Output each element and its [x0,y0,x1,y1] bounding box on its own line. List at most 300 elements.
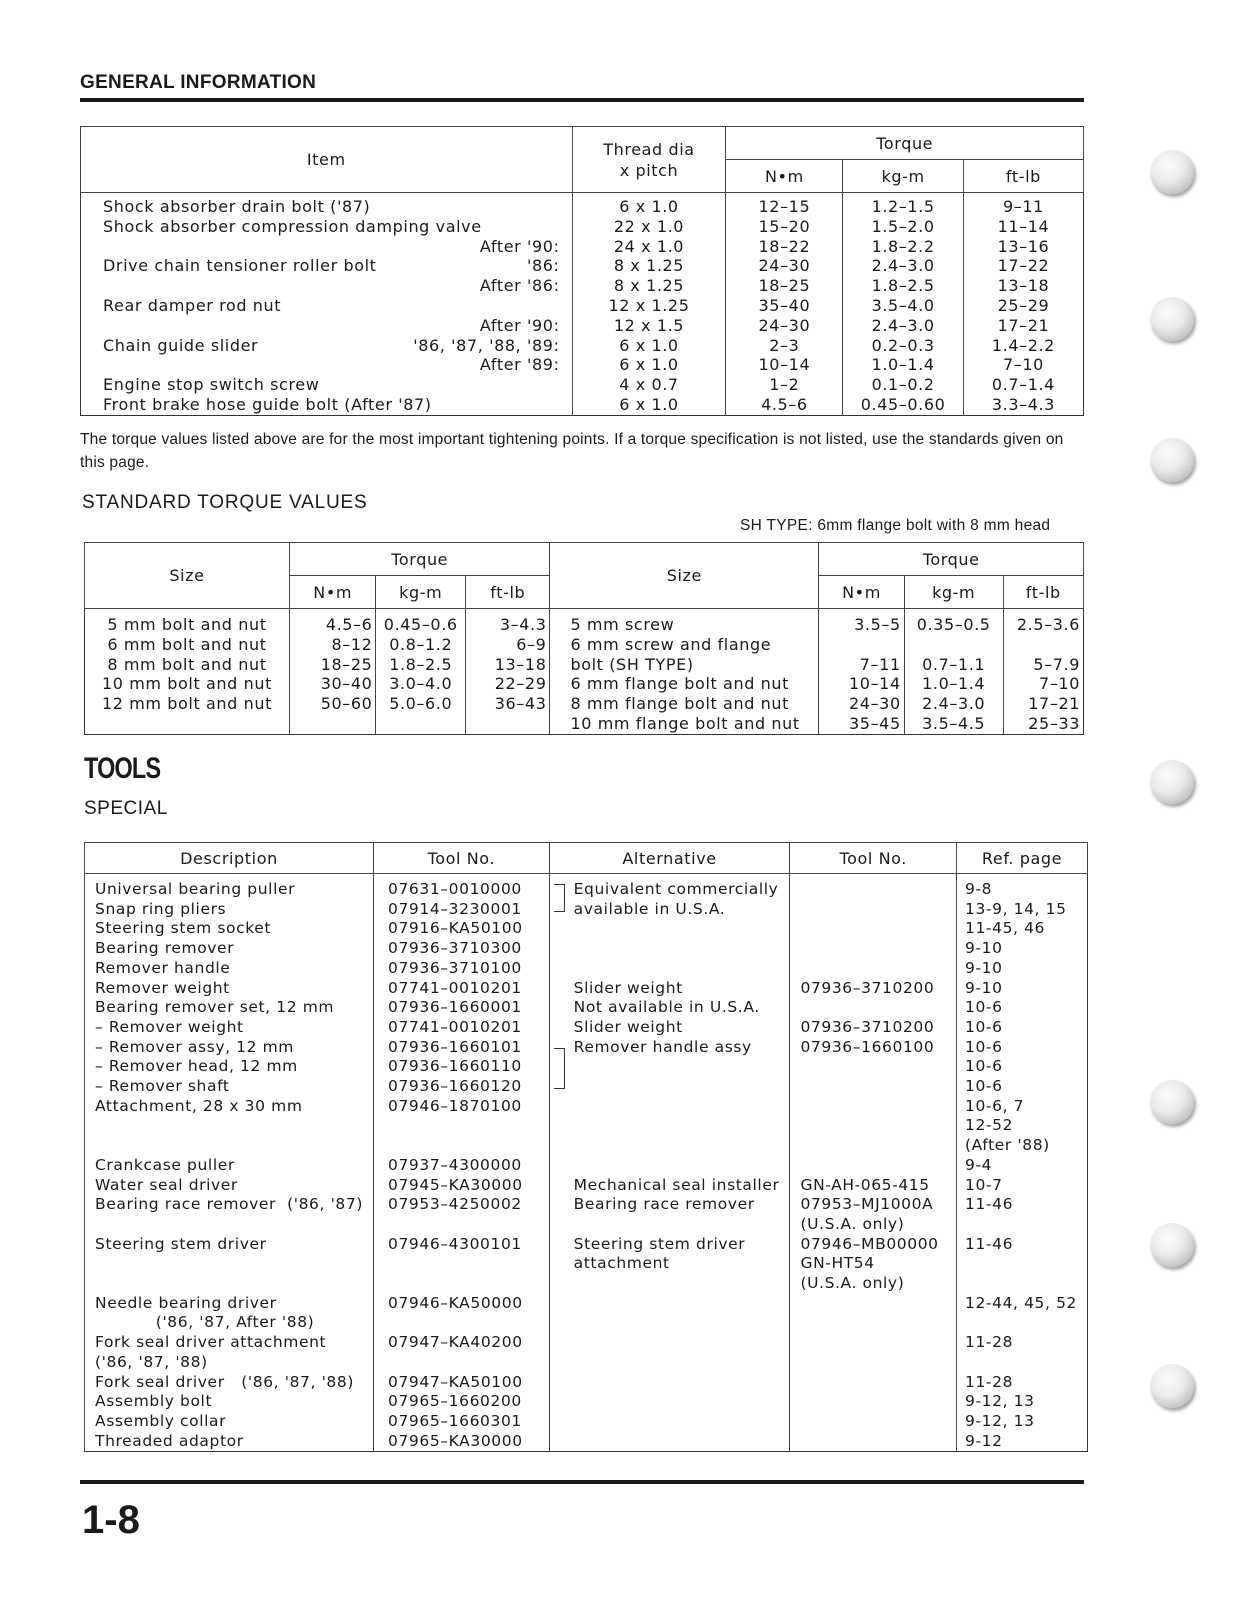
alt-tool-no-cell [790,1018,957,1038]
binder-hole [1150,1364,1194,1408]
torque-table [80,126,1084,416]
item-cell [81,256,573,276]
size-cell: 10 mm flange bolt and nut [550,714,819,734]
description-cell [85,1038,374,1058]
description-cell [85,1333,374,1372]
ref-page-cell [957,1097,1088,1156]
size-cell: 6 mm screw and flange [550,635,819,655]
kgm-cell: 1.0–1.4 [904,674,1003,694]
ref-page-text: 10-6 [965,1037,1003,1056]
ref-page-text: 12-52 [965,1116,1014,1135]
kgm-cell: 1.2–1.5 [843,193,964,217]
tool-no-text: 07965–KA30000 [388,1431,523,1450]
sh-type-note: SH TYPE: 6mm flange bolt with 8 mm head [740,517,1051,534]
tool-no-text: 07631–0010000 [388,880,522,898]
special-subtitle: SPECIAL [84,798,168,819]
table-row [85,714,1084,734]
alternative-cell [549,1057,790,1077]
item-cell [81,355,573,375]
kgm-header: kg-m [843,160,964,193]
size-cell [85,714,290,734]
thread-cell: 8 x 1.25 [572,276,726,296]
alternative-cell [549,1235,790,1294]
ref-page-text: 11-46 [965,1234,1014,1253]
tool-no-text: 07741–0010201 [388,978,522,997]
torque-header-right: Torque [819,543,1084,576]
size-header-left: Size [85,543,290,609]
alt-tool-no-cell [790,1235,957,1294]
table-row [81,355,1084,375]
ref-page-text: 9-4 [965,1155,993,1174]
description-text: ('86, '87, After '88) [95,1313,315,1332]
ftlb-cell: 36–43 [466,694,550,714]
tool-no-header: Tool No. [374,843,550,874]
description-text: – Remover assy, 12 mm [95,1037,295,1056]
table-row [85,1097,1088,1156]
kgm-cell: 0.45–0.60 [843,395,964,415]
alt-tool-no-text: (U.S.A. only) [800,1214,905,1233]
table-row [81,193,1084,217]
nm-header-left: N•m [289,576,376,609]
tool-no-text: 07946–KA50000 [388,1293,523,1312]
torque-header: Torque [726,127,1084,160]
ref-page-text: 9-10 [965,939,1003,958]
thread-cell: 22 x 1.0 [572,217,726,237]
tool-no-cell [374,1412,550,1432]
item-name: Shock absorber drain bolt ('87) [103,197,371,216]
alt-tool-no-cell [790,1057,957,1077]
item-cell [81,237,573,257]
description-text: Needle bearing driver [95,1293,277,1312]
tool-no-text: 07965–1660301 [388,1411,522,1430]
table-row [85,1333,1088,1372]
ref-page-text: 11-28 [965,1333,1014,1352]
item-year: '86: [527,256,560,276]
ref-page-text: 11-28 [965,1372,1014,1391]
ref-page-cell [957,1195,1088,1234]
bracket-line [554,1077,565,1089]
alternative-cell [549,998,790,1018]
alt-tool-no-cell [790,1412,957,1432]
alternative-text: Not available in U.S.A. [573,998,760,1017]
table-row [81,336,1084,356]
tool-no-cell [374,900,550,920]
nm-cell: 24–30 [819,694,904,714]
table-row [85,1392,1088,1412]
alt-tool-no-cell [790,874,957,900]
header-rule [80,98,1084,102]
tool-no-cell [374,1392,550,1412]
alternative-cell [549,1195,790,1234]
section-title: GENERAL INFORMATION [80,72,317,93]
thread-cell: 6 x 1.0 [572,355,726,375]
description-cell [85,1097,374,1156]
ref-page-cell [957,874,1088,900]
description-text: Fork seal driver attachment [95,1333,327,1352]
description-cell [85,1018,374,1038]
item-cell [81,395,573,415]
alt-tool-no-cell [790,1294,957,1333]
ftlb-cell: 0.7–1.4 [963,375,1083,395]
description-text: Attachment, 28 x 30 mm [95,1096,303,1115]
description-text: – Remover weight [95,1017,244,1036]
ftlb-cell: 17–21 [1003,694,1083,714]
table-row [81,217,1084,237]
alt-tool-no-cell [790,900,957,920]
item-cell [81,193,573,217]
alt-tool-no-cell [790,959,957,979]
description-text: Threaded adaptor [95,1431,244,1450]
torque-note: The torque values listed above are for the most important tightening points. If a torque specification is not listed, use the standards given on this page. [80,431,1064,471]
tool-no-cell [374,1195,550,1234]
item-cell [81,316,573,336]
bracket-line [554,900,565,912]
tool-no-text: 07936–3710100 [388,958,522,977]
table-row [85,959,1088,979]
ref-page-cell [957,1077,1088,1097]
nm-cell: 18–25 [289,655,376,675]
size-cell: bolt (SH TYPE) [550,655,819,675]
table-row [85,1432,1088,1452]
binder-hole [1150,1080,1194,1124]
special-tools-table [84,842,1088,1452]
description-cell [85,1156,374,1176]
tool-no-text: 07936–1660110 [388,1057,522,1076]
tool-no-cell [374,1432,550,1452]
kgm-cell: 3.0–4.0 [376,674,466,694]
tool-no-text: 07945–KA30000 [388,1175,523,1194]
alternative-cell [549,979,790,999]
description-cell [85,900,374,920]
description-cell [85,1294,374,1333]
table-row [85,1195,1088,1234]
thread-cell: 6 x 1.0 [572,336,726,356]
alt-tool-no-text: GN-AH-065-415 [800,1175,930,1194]
tool-no-text: 07916–KA50100 [388,919,523,938]
ref-page-cell [957,1333,1088,1372]
nm-cell: 15–20 [726,217,843,237]
ftlb-cell: 11–14 [963,217,1083,237]
nm-cell: 24–30 [726,316,843,336]
alternative-cell [549,1432,790,1452]
alternative-cell [549,1097,790,1156]
thread-cell: 24 x 1.0 [572,237,726,257]
binder-hole [1150,1223,1194,1267]
alternative-cell [549,1176,790,1196]
description-text: Snap ring pliers [95,899,227,918]
nm-cell [289,714,376,734]
ref-page-cell [957,998,1088,1018]
kgm-cell: 3.5–4.5 [904,714,1003,734]
nm-cell: 8–12 [289,635,376,655]
ftlb-cell [466,714,550,734]
tool-no-text: 07914–3230001 [388,899,522,918]
alt-tool-no-text: 07936–3710200 [800,1017,935,1036]
description-cell [85,998,374,1018]
item-name: Shock absorber compression damping valve [103,216,482,236]
alt-tool-no-cell [790,1038,957,1058]
table-row [85,674,1084,694]
nm-cell: 3.5–5 [819,609,904,635]
thread-cell: 6 x 1.0 [572,193,726,217]
ftlb-cell: 22–29 [466,674,550,694]
table-row [81,276,1084,296]
nm-cell: 2–3 [726,336,843,356]
table-row [81,375,1084,395]
tool-no-text: 07936–1660120 [388,1077,522,1096]
ftlb-cell: 6–9 [466,635,550,655]
ref-page-text: 9-10 [965,978,1003,997]
alt-tool-no-cell [790,1077,957,1097]
alternative-text: available in U.S.A. [573,899,726,918]
kgm-cell: 1.5–2.0 [843,217,964,237]
alternative-cell [549,1333,790,1372]
ftlb-cell: 17–22 [963,256,1083,276]
alt-tool-no-cell [790,939,957,959]
description-cell [85,939,374,959]
alt-tool-no-text: 07936–1660100 [800,1037,935,1056]
torque-header-left: Torque [289,543,550,576]
ref-page-text: 9-12 [965,1431,1003,1450]
tool-no-cell [374,1038,550,1058]
description-text: Bearing race remover ('86, '87) [95,1195,363,1214]
description-text: – Remover shaft [95,1077,230,1096]
nm-cell: 12–15 [726,193,843,217]
alt-tool-no-text: (U.S.A. only) [800,1274,905,1293]
page-number: 1-8 [82,1498,140,1542]
kgm-cell: 0.35–0.5 [904,609,1003,635]
tool-no-text: 07946–4300101 [388,1234,522,1253]
ref-page-text: 9-12, 13 [965,1392,1035,1411]
description-text: ('86, '87, '88) [95,1352,208,1371]
description-text: Fork seal driver ('86, '87, '88) [95,1372,354,1391]
kgm-cell: 0.7–1.1 [904,655,1003,675]
item-cell [81,336,573,356]
ref-page-cell [957,1018,1088,1038]
tool-no-cell [374,998,550,1018]
ref-page-text: 9-8 [965,880,993,898]
table-row [85,1156,1088,1176]
description-text: Bearing remover [95,939,235,958]
nm-cell: 18–25 [726,276,843,296]
alternative-cell [549,1373,790,1393]
nm-cell: 35–45 [819,714,904,734]
kgm-cell: 5.0–6.0 [376,694,466,714]
alternative-text: Slider weight [573,978,683,997]
ref-page-cell [957,900,1088,920]
description-text: Bearing remover set, 12 mm [95,998,335,1017]
description-text: Steering stem socket [95,919,272,938]
kgm-cell [904,635,1003,655]
tool-no-cell [374,1156,550,1176]
table-row [85,1235,1088,1294]
ref-page-text: 9-10 [965,958,1003,977]
tool-no-text: 07947–KA50100 [388,1372,523,1391]
alternative-cell [549,1412,790,1432]
table-row [85,1373,1088,1393]
kgm-header-left: kg-m [376,576,466,609]
alternative-cell [549,1077,790,1097]
item-cell [81,276,573,296]
kgm-cell: 0.8–1.2 [376,635,466,655]
table-row [85,609,1084,635]
ftlb-cell: 17–21 [963,316,1083,336]
description-text: Water seal driver [95,1175,238,1194]
table-row [85,1038,1088,1058]
kgm-cell: 1.8–2.5 [376,655,466,675]
alt-tool-no-text: GN-HT54 [800,1254,875,1273]
ref-page-cell [957,1294,1088,1333]
description-cell [85,1412,374,1432]
item-name: Front brake hose guide bolt (After '87) [103,394,432,414]
size-cell: 5 mm bolt and nut [107,615,267,634]
alternative-text: Slider weight [573,1017,683,1036]
item-cell [81,296,573,316]
tool-no-cell [374,1333,550,1372]
size-cell: 8 mm flange bolt and nut [550,694,819,714]
nm-cell: 18–22 [726,237,843,257]
ref-page-cell [957,919,1088,939]
ftlb-cell: 13–18 [466,655,550,675]
ftlb-header: ft-lb [963,160,1083,193]
kgm-cell: 1.8–2.2 [843,237,964,257]
description-cell [85,1392,374,1412]
size-cell: 6 mm bolt and nut [107,634,267,654]
ref-page-text: 10-6 [965,1017,1003,1036]
tool-no-cell [374,1097,550,1156]
tool-no-text: 07937–4300000 [388,1155,522,1174]
binder-hole [1150,297,1194,341]
tool-no-text: 07741–0010201 [388,1017,522,1036]
kgm-cell [376,714,466,734]
description-cell [85,1176,374,1196]
nm-cell: 10–14 [819,674,904,694]
ftlb-cell: 25–33 [1003,714,1083,734]
description-cell [85,1077,374,1097]
ftlb-cell [1003,635,1083,655]
alt-tool-no-cell [790,1432,957,1452]
tool-no-cell [374,1057,550,1077]
ftlb-cell: 25–29 [963,296,1083,316]
description-cell [85,1432,374,1452]
size-cell: 10 mm bolt and nut [101,674,272,694]
description-cell [85,1195,374,1234]
kgm-cell: 2.4–3.0 [843,256,964,276]
thread-cell: 12 x 1.5 [572,316,726,336]
table-row [85,998,1088,1018]
thread-cell: 6 x 1.0 [572,395,726,415]
table-row [85,939,1088,959]
alternative-cell [549,874,790,900]
item-name: Engine stop switch screw [103,375,320,395]
tools-title: TOOLS [84,752,161,785]
ref-page-text: 10-6 [965,1057,1003,1076]
ftlb-cell: 13–16 [963,237,1083,257]
alternative-cell [549,1392,790,1412]
tool-no-cell [374,1176,550,1196]
size-cell: 6 mm flange bolt and nut [550,674,819,694]
description-cell [85,1235,374,1294]
table-row [85,1018,1088,1038]
tool-no-cell [374,1077,550,1097]
table-row [85,1057,1088,1077]
ref-page-text: (After '88) [965,1136,1050,1155]
table-row [81,256,1084,276]
ref-page-text: 10-6 [965,1077,1003,1096]
alternative-text: Steering stem driver [573,1234,746,1253]
ref-page-cell [957,979,1088,999]
table-row [85,1176,1088,1196]
alternative-text: Mechanical seal installer [573,1175,780,1194]
alternative-header: Alternative [549,843,790,874]
ftlb-header-right: ft-lb [1003,576,1083,609]
nm-cell: 30–40 [289,674,376,694]
tool-no-cell [374,1294,550,1333]
alternative-cell [549,1156,790,1176]
ftlb-cell: 9–11 [963,193,1083,217]
size-header-right: Size [550,543,819,609]
alternative-text: Bearing race remover [573,1195,755,1214]
kgm-cell: 3.5–4.0 [843,296,964,316]
table-row [81,237,1084,257]
nm-cell: 4.5–6 [726,395,843,415]
alt-tool-no-cell [790,1156,957,1176]
description-header: Description [85,843,374,874]
ref-page-text: 11-45, 46 [965,919,1046,938]
kgm-cell: 0.2–0.3 [843,336,964,356]
ftlb-header-left: ft-lb [466,576,550,609]
alt-tool-no-text: 07936–3710200 [800,978,935,997]
binder-hole [1150,438,1194,482]
bracket-line [554,1048,565,1058]
kgm-cell: 0.1–0.2 [843,375,964,395]
description-text: Remover handle [95,958,231,977]
alt-tool-no-cell [790,1195,957,1234]
alt-tool-no-cell [790,979,957,999]
binder-hole [1150,760,1194,804]
tool-no-text: 07953–4250002 [388,1195,522,1214]
alternative-text: attachment [573,1254,670,1273]
ref-page-text: 10-6, 7 [965,1096,1025,1115]
alternative-cell [549,919,790,939]
table-row [85,919,1088,939]
table-row [81,316,1084,336]
table-row [85,1077,1088,1097]
ref-page-cell [957,939,1088,959]
kgm-cell: 2.4–3.0 [843,316,964,336]
ftlb-cell: 7–10 [963,355,1083,375]
size-cell: 5 mm screw [550,609,819,635]
ref-page-cell [957,1392,1088,1412]
description-cell [85,1373,374,1393]
table-row [85,979,1088,999]
alt-tool-no-cell [790,998,957,1018]
description-cell [85,919,374,939]
item-header: Item [81,127,573,193]
item-name: Rear damper rod nut [103,295,282,315]
thread-cell: 4 x 0.7 [572,375,726,395]
alt-tool-no-text: 07946–MB00000 [800,1234,939,1253]
bracket-line [554,1057,565,1077]
nm-cell: 50–60 [289,694,376,714]
nm-cell: 24–30 [726,256,843,276]
ref-page-cell [957,1373,1088,1393]
alternative-cell [549,900,790,920]
alt-tool-no-cell [790,1373,957,1393]
ref-page-text: 9-12, 13 [965,1411,1035,1430]
ftlb-cell: 1.4–2.2 [963,336,1083,356]
nm-cell: 4.5–6 [289,609,376,635]
